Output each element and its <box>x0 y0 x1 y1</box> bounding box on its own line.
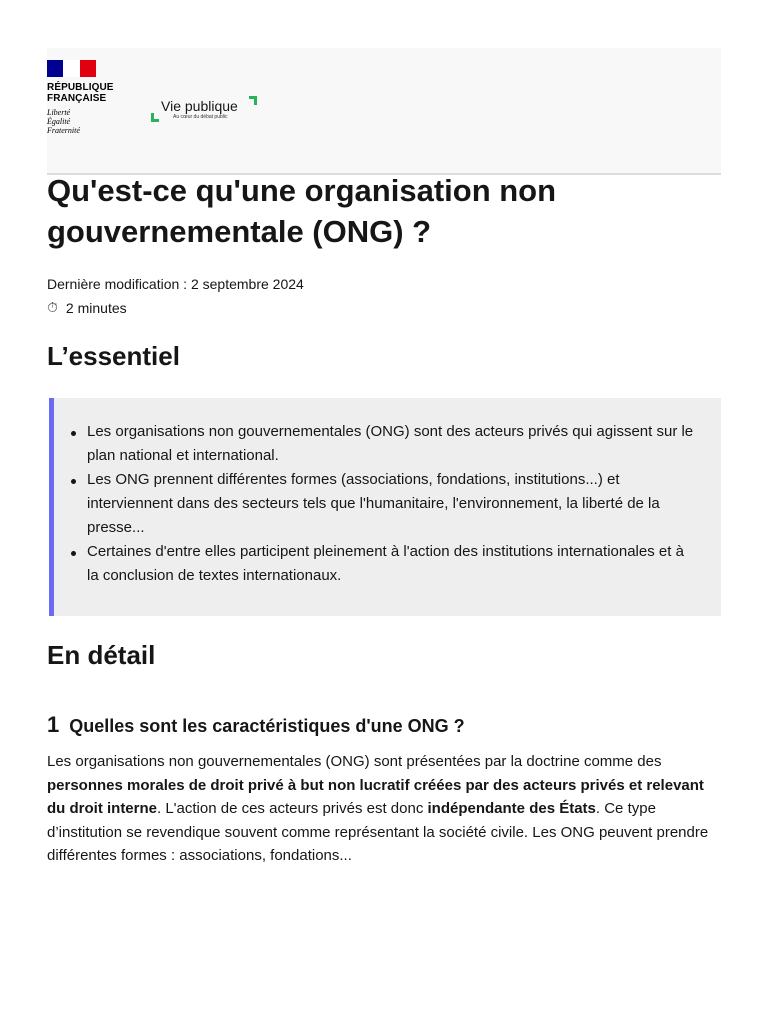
site-header <box>47 48 721 175</box>
rf-motto-fraternite: Fraternité <box>47 126 80 135</box>
section-title: Quelles sont les caractéristiques d'une ONG ? <box>69 716 465 736</box>
rf-motto <box>47 108 114 135</box>
page-title: Qu'est-ce qu'une organisation non gouvernementale (ONG) ? <box>47 173 557 249</box>
rf-name-line1: RÉPUBLIQUE <box>47 82 114 93</box>
rf-name-line2: FRANÇAISE <box>47 93 107 104</box>
logo-corner-icon <box>249 96 257 105</box>
article-meta <box>47 276 304 316</box>
paragraph-bold: personnes morales de droit privé à but non lucratif créées par des acteurs privés et relevant du droit interne <box>47 776 704 817</box>
rf-name <box>47 82 114 104</box>
reading-time <box>47 299 304 316</box>
last-modified: Dernière modification : 2 septembre 2024 <box>47 276 304 292</box>
essentiel-heading: L’essentiel <box>47 341 180 371</box>
essentiel-list <box>54 398 721 588</box>
republique-francaise-logo[interactable] <box>47 60 114 135</box>
paragraph-text: . Ce type d’institution se revendique souvent comme représentant la société civile. Les ONG peuvent prendre différentes formes : associations, fondations... <box>47 800 709 864</box>
paragraph-text: . L'action de ces acteurs privés est donc <box>157 800 428 817</box>
essentiel-box <box>49 398 721 616</box>
list-item: Les ONG prennent différentes formes (associations, fondations, institutions...) et interviennent dans des secteurs tels que l'humanitaire, l'environnement, la liberté de la presse... <box>87 468 699 540</box>
reading-time-value: 2 minutes <box>65 299 127 316</box>
rf-motto-liberte: Liberté <box>47 108 71 117</box>
vie-publique-logo[interactable] <box>151 96 257 122</box>
site-tagline: Au cœur du débat public <box>173 114 228 120</box>
paragraph-text: Les organisations non gouvernementales (ONG) sont présentées par la doctrine comme des <box>47 753 662 770</box>
detail-heading: En détail <box>47 640 156 670</box>
rf-motto-egalite: Égalité <box>47 117 71 126</box>
flag-icon <box>47 60 96 77</box>
section-number: 1 <box>47 712 60 737</box>
site-name: Vie publique <box>161 98 238 114</box>
list-item: Certaines d'entre elles participent pleinement à l'action des institutions internationales et à la conclusion de textes internationaux. <box>87 540 699 588</box>
section-heading <box>47 712 465 738</box>
paragraph-bold: indépendante des États <box>427 800 596 817</box>
list-item: Les organisations non gouvernementales (ONG) sont des acteurs privés qui agissent sur le plan national et international. <box>87 420 699 468</box>
logo-corner-icon <box>151 113 159 122</box>
timer-icon: ⏱ <box>47 299 58 315</box>
section-paragraph <box>47 750 723 868</box>
